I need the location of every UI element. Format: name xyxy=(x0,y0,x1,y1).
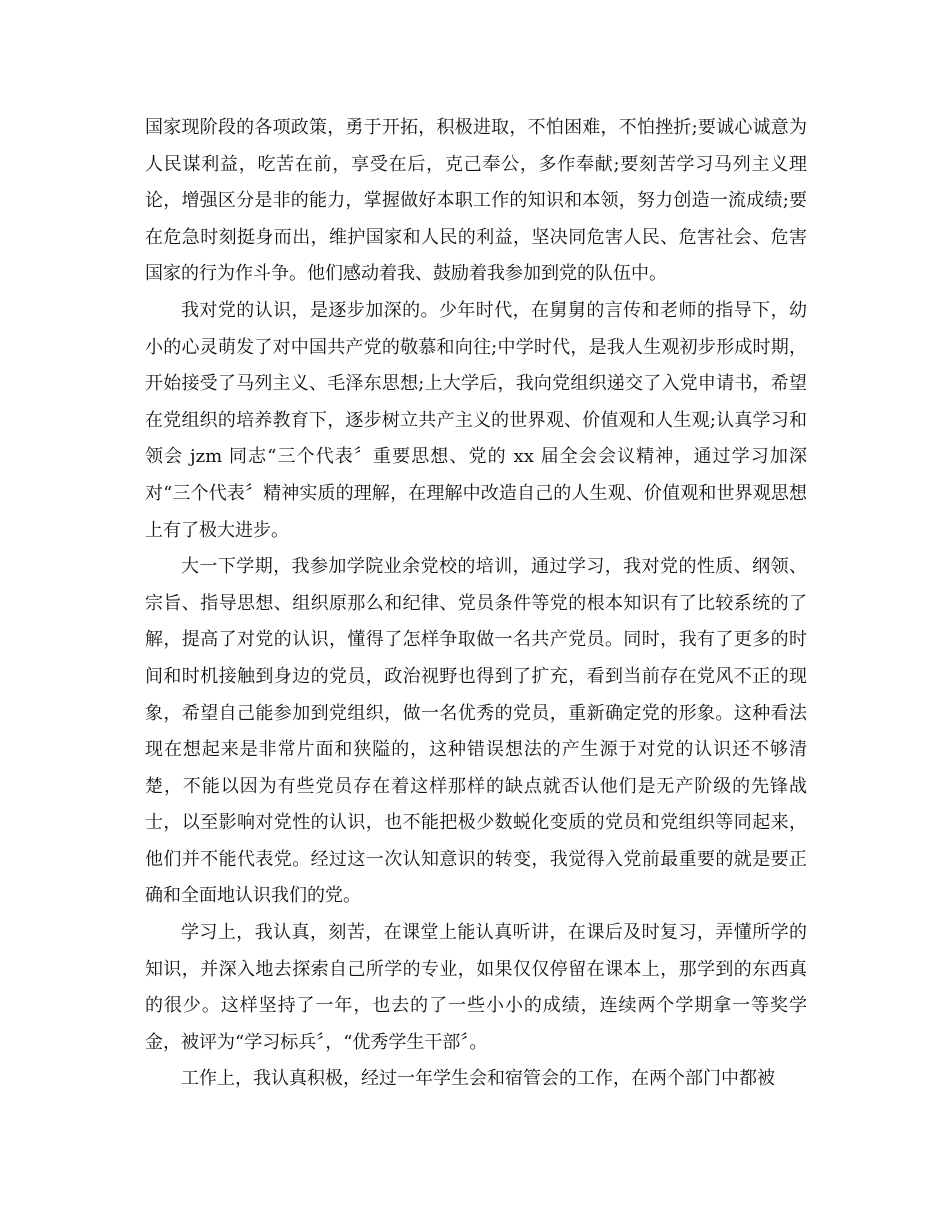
paragraph-5: 工作上，我认真积极，经过一年学生会和宿管会的工作，在两个部门中都被 xyxy=(181,1068,775,1090)
paragraph-3: 大一下学期，我参加学院业余党校的培训，通过学习，我对党的性质、纲领、宗旨、指导思想、组织原那么和纪律、党员条件等党的根本知识有了比较系统的了解，提高了对党的认识，懂得了怎样争取做一名共产党员。同时，我有了更多的时间和时机接触到身边的党员，政治视野也得到了扩充，看到当前存在党风不正的现象，希望自己能参加到党组织，做一名优秀的党员，重新确定党的形象。这种看法现在想起来是非常片面和狭隘的，这种错误想法的产生源于对党的认识还不够清楚，不能以因为有些党员存在着这样那样的缺点就否认他们是无产阶级的先锋战士，以至影响对党性的认识，也不能把极少数蜕化变质的党员和党组织等同起来，他们并不能代表党。经过这一次认知意识的转变，我觉得入党前最重要的就是要正确和全面地认识我们的党。 xyxy=(145,556,807,907)
document-body xyxy=(145,110,807,1098)
paragraph-2: 我对党的认识，是逐步加深的。少年时代，在舅舅的言传和老师的指导下，幼小的心灵萌发了对中国共产党的敬慕和向往;中学时代，是我人生观初步形成时期，开始接受了马列主义、毛泽东思想;上大学后，我向党组织递交了入党申请书，希望在党组织的培养教育下，逐步树立共产主义的世界观、价值观和人生观;认真学习和领会 jzm 同志“三个代表〞重要思想、党的 xx 届全会会议精神，通过学习加深对“三个代表〞精神实质的理解，在理解中改造自己的人生观、价值观和世界观思想上有了极大进步。 xyxy=(145,299,807,541)
paragraph-1: 国家现阶段的各项政策，勇于开拓，积极进取，不怕困难，不怕挫折;要诚心诚意为人民谋利益，吃苦在前，享受在后，克己奉公，多作奉献;要刻苦学习马列主义理论，增强区分是非的能力，掌握做好本职工作的知识和本领，努力创造一流成绩;要在危急时刻挺身而出，维护国家和人民的利益，坚决同危害人民、危害社会、危害国家的行为作斗争。他们感动着我、鼓励着我参加到党的队伍中。 xyxy=(145,117,807,285)
paragraph-4: 学习上，我认真，刻苦，在课堂上能认真听讲，在课后及时复习，弄懂所学的知识，并深入地去探索自己所学的专业，如果仅仅停留在课本上，那学到的东西真的很少。这样坚持了一年，也去的了一些小小的成绩，连续两个学期拿一等奖学金，被评为“学习标兵〞，“优秀学生干部〞。 xyxy=(145,922,807,1053)
